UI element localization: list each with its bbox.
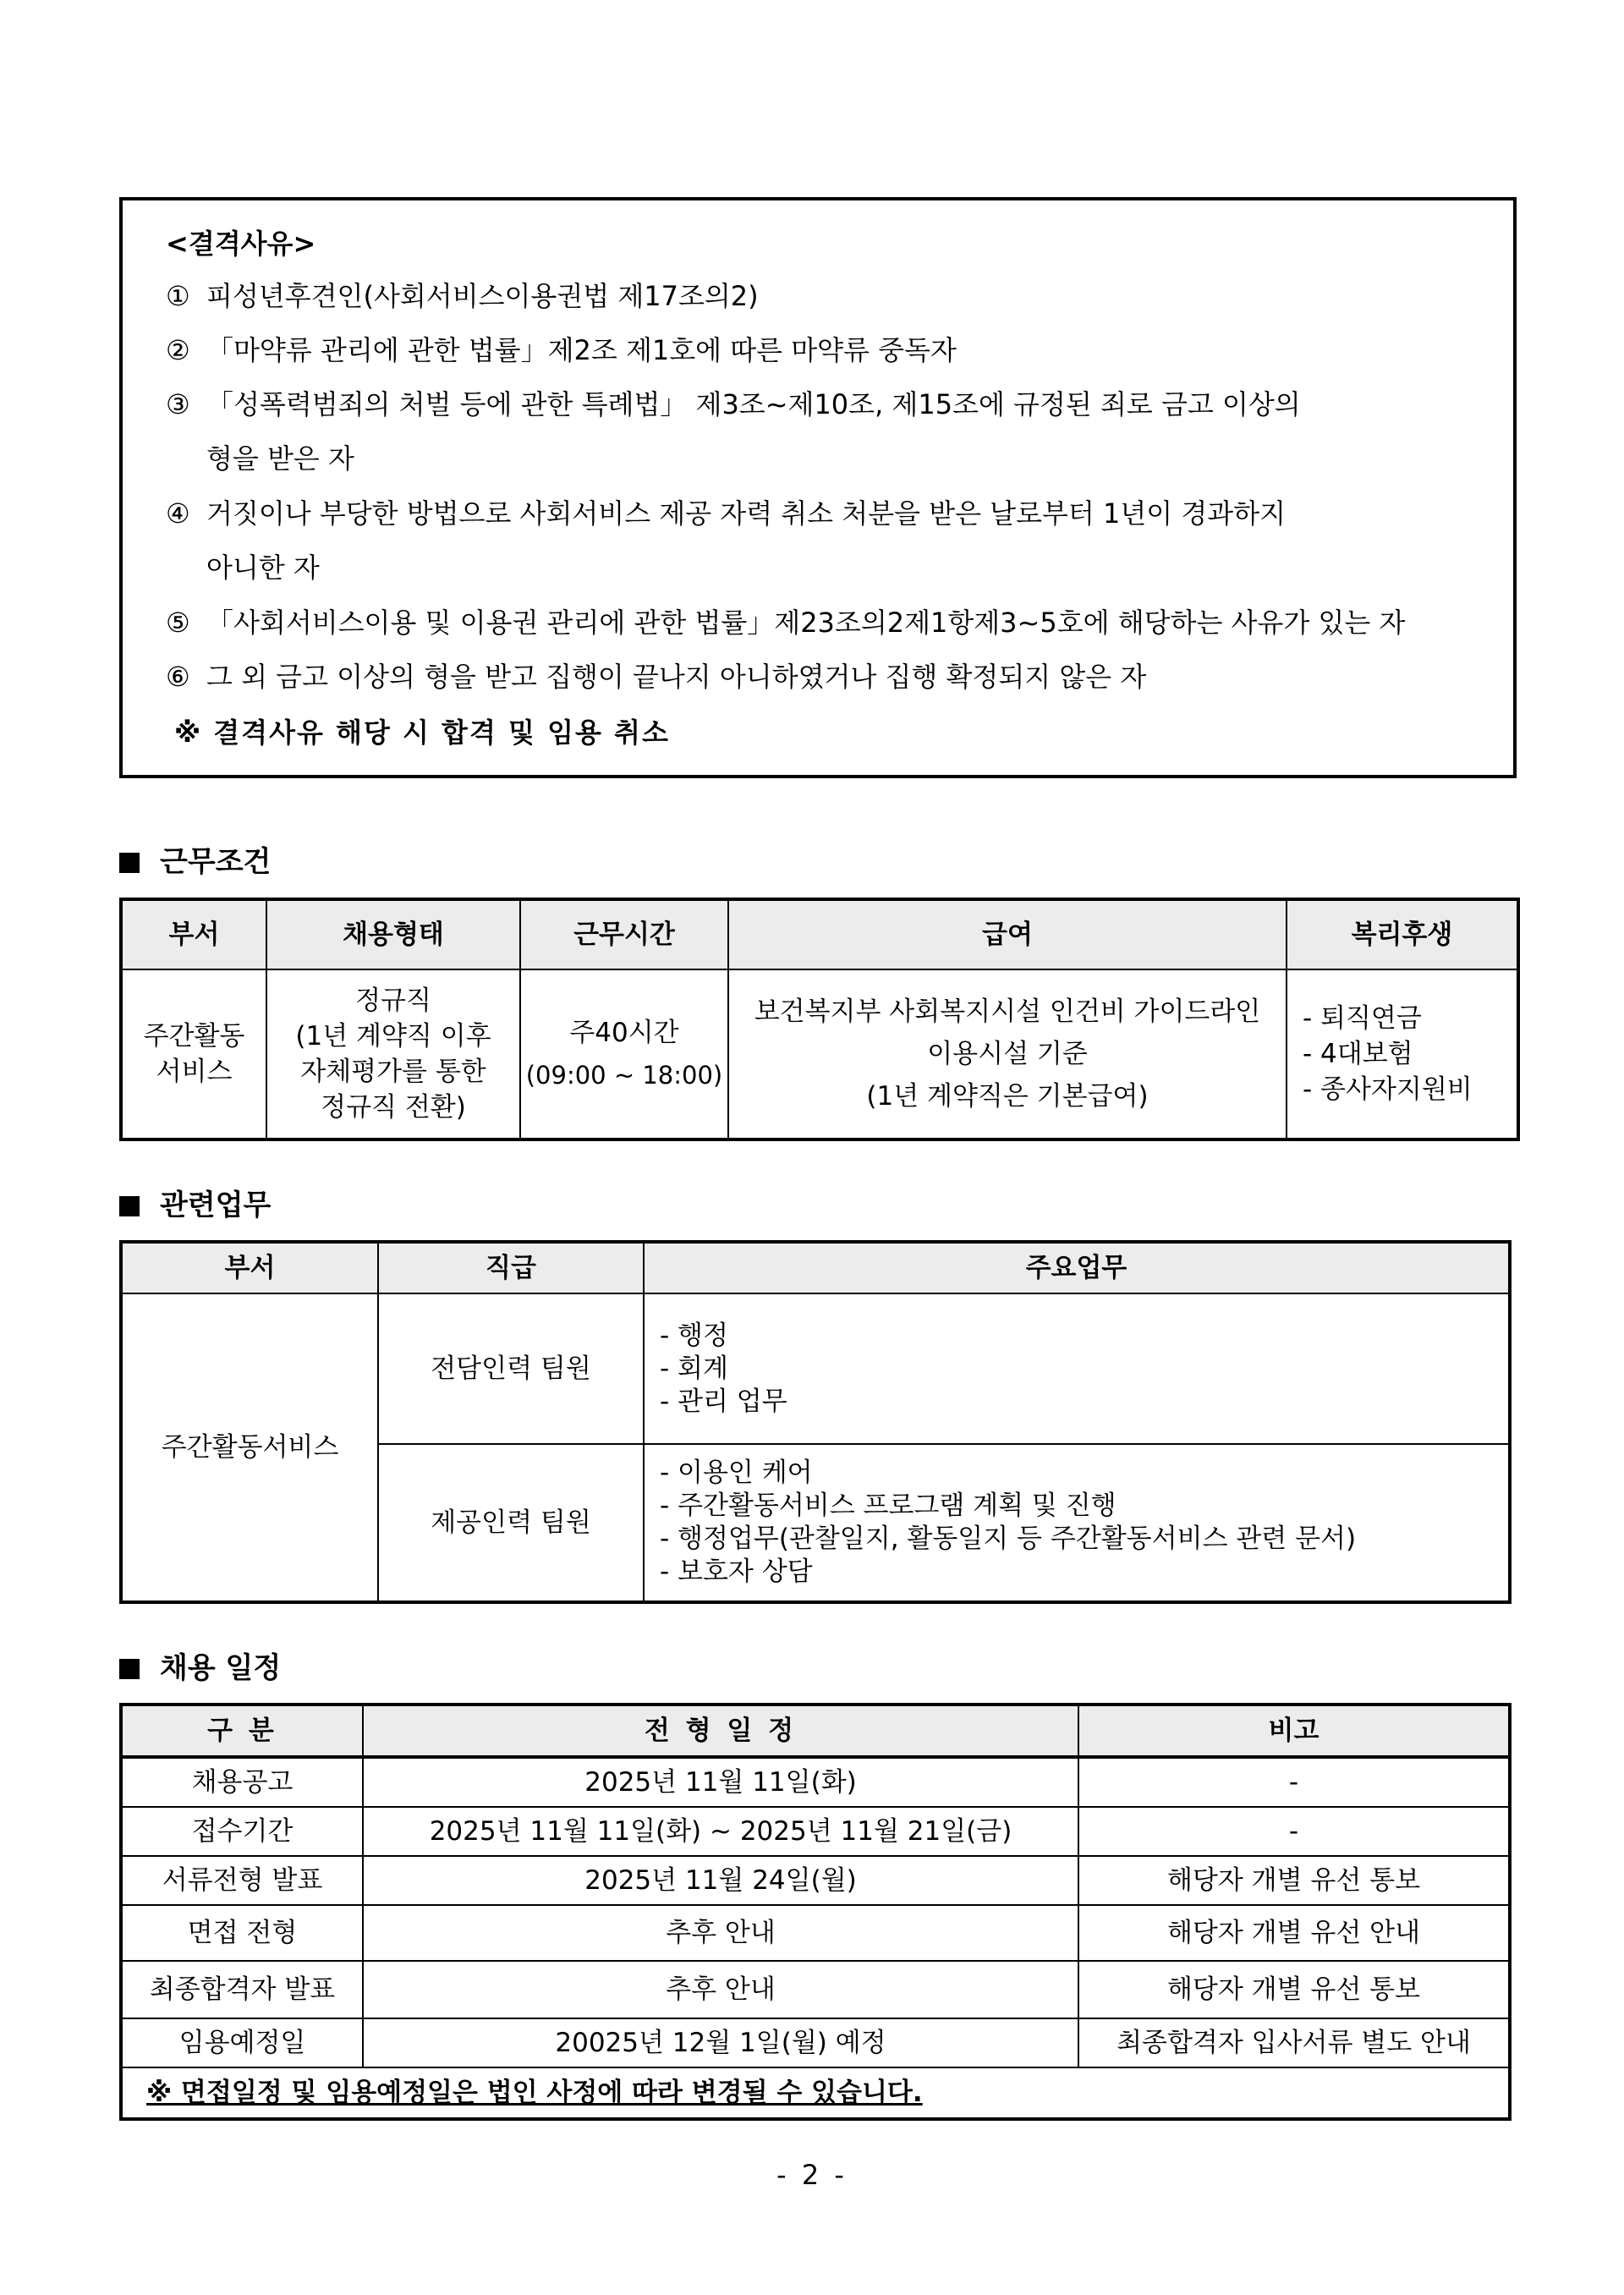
header-cell: 구 분 [121, 1705, 363, 1757]
item-number: ⑤ [166, 607, 190, 639]
disqualification-note: ※ 결격사유 해당 시 합격 및 임용 취소 [174, 717, 670, 749]
rank-cell: 전담인력 팀원 [378, 1293, 644, 1444]
date-cell: 2025년 11월 11일(화) ~ 2025년 11월 21일(금) [363, 1807, 1078, 1856]
date-cell: 2025년 11월 24일(월) [363, 1856, 1078, 1905]
item-cell: 접수기간 [121, 1807, 363, 1856]
item-text: 「마약류 관리에 관한 법률」제2조 제1호에 따른 마약류 중독자 [206, 334, 957, 366]
header-cell: 채용형태 [266, 899, 520, 969]
note-cell: 해당자 개별 유선 안내 [1078, 1905, 1510, 1961]
rank-cell: 제공인력 팀원 [378, 1444, 644, 1602]
square-bullet-icon [119, 1659, 140, 1679]
employment-type-cell: 정규직 (1년 계약직 이후 자체평가를 통한 정규직 전환) [266, 969, 520, 1139]
tasks-cell: - 행정 - 회계 - 관리 업무 [644, 1293, 1510, 1444]
work-conditions-table [119, 898, 1520, 1141]
item-cell: 서류전형 발표 [121, 1856, 363, 1905]
date-cell: 추후 안내 [363, 1905, 1078, 1961]
duties-table [119, 1240, 1512, 1604]
header-cell: 부서 [121, 1242, 378, 1293]
note-cell: 해당자 개별 유선 통보 [1078, 1856, 1510, 1905]
header-cell: 복리후생 [1287, 899, 1518, 969]
table-row [121, 1293, 1510, 1444]
schedule-table [119, 1703, 1512, 2121]
header-cell: 직급 [378, 1242, 644, 1293]
benefits-cell: - 퇴직연금 - 4대보험 - 종사자지원비 [1287, 969, 1518, 1139]
square-bullet-icon [119, 853, 140, 873]
item-continuation: 형을 받은 자 [206, 442, 354, 475]
item-text: 피성년후견인(사회서비스이용권법 제17조의2) [206, 280, 759, 312]
dept-cell: 주간활동서비스 [121, 1293, 378, 1602]
header-cell: 주요업무 [644, 1242, 1510, 1293]
header-cell: 전 형 일 정 [363, 1705, 1078, 1757]
disqualification-item [166, 497, 1286, 530]
salary-cell: 보건복지부 사회복지시설 인건비 가이드라인 이용시설 기준 (1년 계약직은 기본급여) [728, 969, 1287, 1139]
disqualification-item [166, 606, 1405, 640]
note-cell: 해당자 개별 유선 통보 [1078, 1961, 1510, 2018]
disqualification-title: <결격사유> [166, 228, 316, 260]
square-bullet-icon [119, 1196, 140, 1216]
table-row [121, 1905, 1510, 1961]
work-hours-cell: 주40시간 (09:00 ~ 18:00) [520, 969, 728, 1139]
item-text: 「성폭력범죄의 처벌 등에 관한 특례법」 제3조~제10조, 제15조에 규정된 죄로 금고 이상의 [206, 388, 1301, 420]
tasks-cell: - 이용인 케어 - 주간활동서비스 프로그램 계획 및 진행 - 행정업무(관찰일지, 활동일지 등 주간활동서비스 관련 문서) - 보호자 상담 [644, 1444, 1510, 1602]
item-text: 거짓이나 부당한 방법으로 사회서비스 제공 자력 취소 처분을 받은 날로부터 1년이 경과하지 [206, 497, 1286, 530]
table-footnote-row [121, 2067, 1510, 2119]
disqualification-item [166, 333, 957, 367]
item-text: 그 외 금고 이상의 형을 받고 집행이 끝나지 아니하였거나 집행 확정되지 않은 자 [206, 661, 1147, 693]
item-cell: 채용공고 [121, 1757, 363, 1807]
disqualification-item [166, 279, 759, 313]
table-header-row [121, 899, 1518, 969]
section-heading-schedule: 채용 일정 [119, 1650, 281, 1686]
item-number: ③ [166, 388, 190, 420]
header-cell: 부서 [121, 899, 266, 969]
table-row [121, 1856, 1510, 1905]
table-row [121, 1807, 1510, 1856]
section-heading-duties: 관련업무 [119, 1188, 271, 1223]
dept-cell: 주간활동 서비스 [121, 969, 266, 1139]
header-cell: 급여 [728, 899, 1287, 969]
item-cell: 임용예정일 [121, 2018, 363, 2067]
date-cell: 추후 안내 [363, 1961, 1078, 2018]
note-cell: - [1078, 1757, 1510, 1807]
page-number: - 2 - [776, 2159, 848, 2191]
table-row [121, 1757, 1510, 1807]
item-number: ② [166, 334, 190, 366]
item-continuation: 아니한 자 [206, 552, 320, 584]
item-cell: 최종합격자 발표 [121, 1961, 363, 2018]
table-header-row [121, 1705, 1510, 1757]
table-row [121, 2018, 1510, 2067]
note-cell: 최종합격자 입사서류 별도 안내 [1078, 2018, 1510, 2067]
item-text: 「사회서비스이용 및 이용권 관리에 관한 법률」제23조의2제1항제3~5호에 해당하는 사유가 있는 자 [206, 607, 1406, 639]
item-number: ④ [166, 497, 190, 530]
section-heading-work-conditions: 근무조건 [119, 844, 271, 880]
disqualification-item [166, 387, 1301, 421]
header-cell: 근무시간 [520, 899, 728, 969]
table-header-row [121, 1242, 1510, 1293]
disqualification-item [166, 660, 1146, 694]
item-number: ⑥ [166, 661, 190, 693]
date-cell: 2025년 11월 11일(화) [363, 1757, 1078, 1807]
table-row [121, 969, 1518, 1139]
table-row [121, 1961, 1510, 2018]
item-number: ① [166, 280, 190, 312]
note-cell: - [1078, 1807, 1510, 1856]
header-cell: 비고 [1078, 1705, 1510, 1757]
item-cell: 면접 전형 [121, 1905, 363, 1961]
schedule-footnote: ※ 면접일정 및 임용예정일은 법인 사정에 따라 변경될 수 있습니다. [121, 2067, 1510, 2119]
date-cell: 20025년 12월 1일(월) 예정 [363, 2018, 1078, 2067]
